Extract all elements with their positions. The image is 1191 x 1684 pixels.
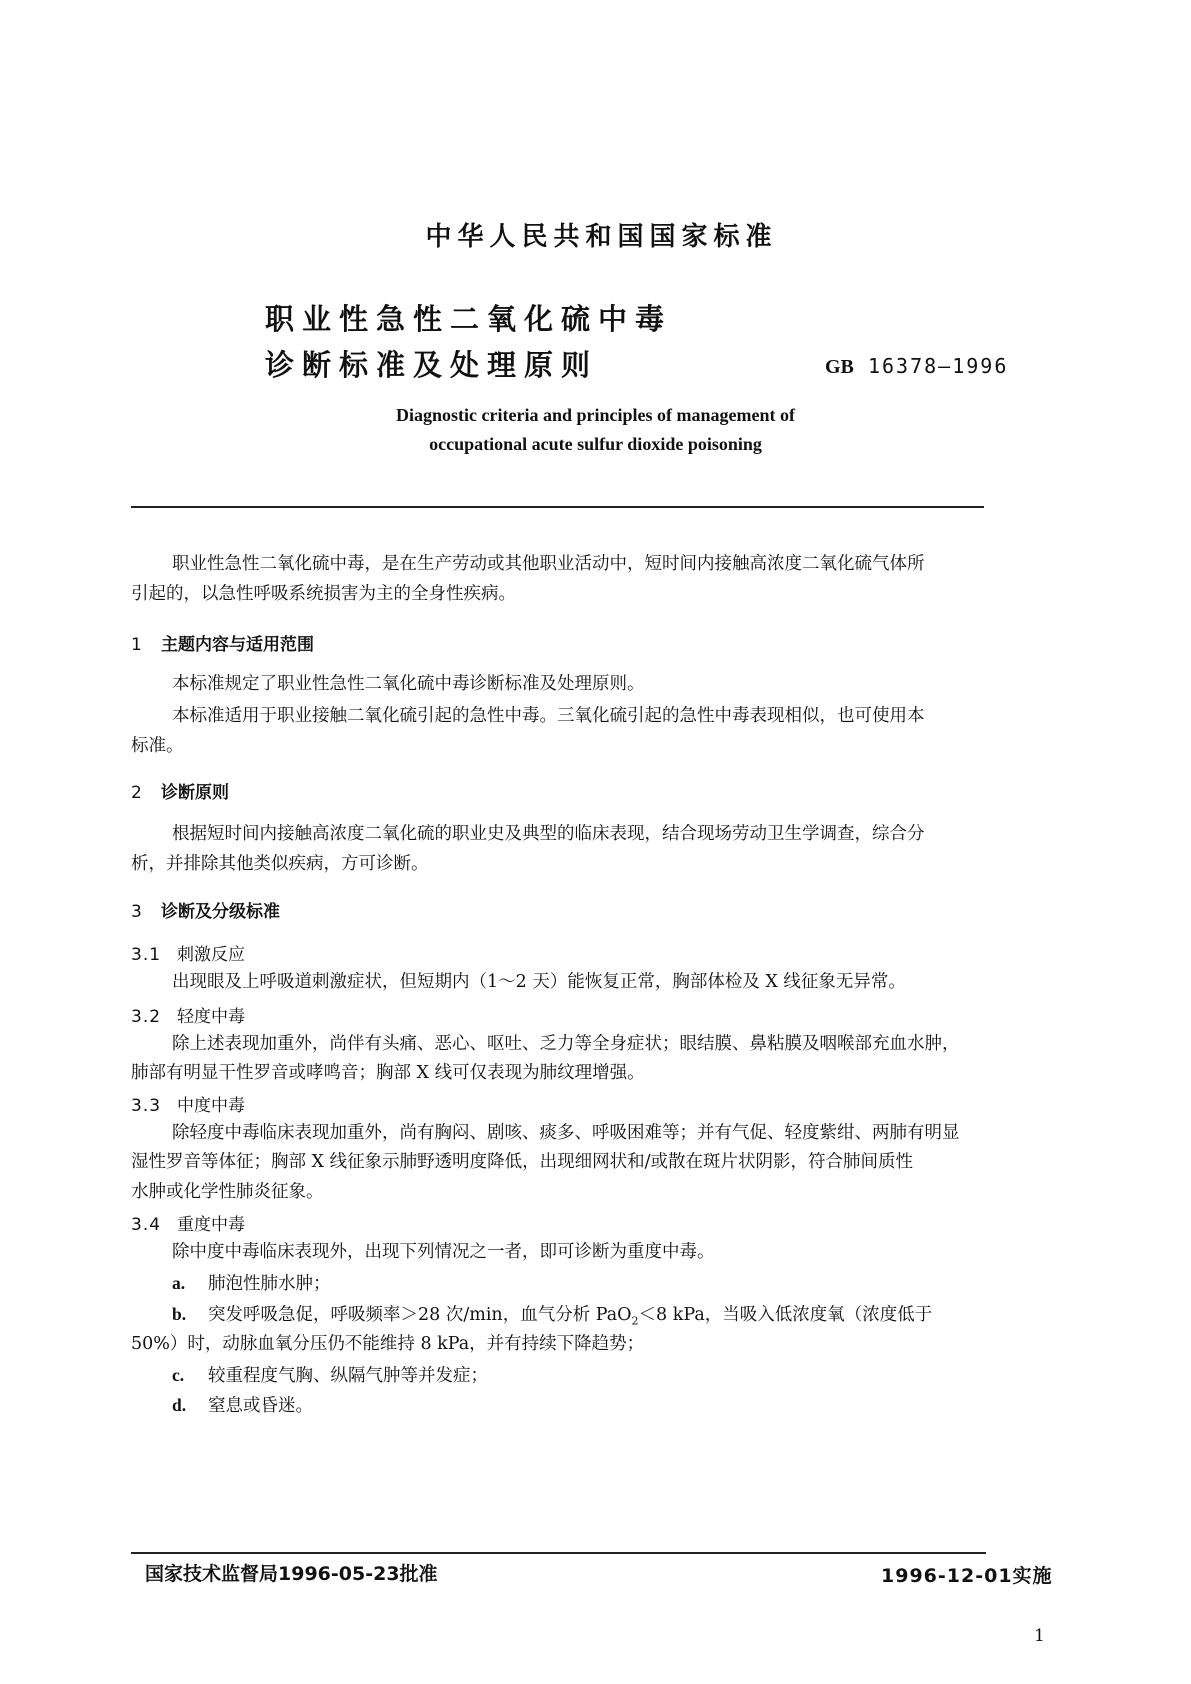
list-item-a [172, 1267, 331, 1300]
subsection-3-3-heading [131, 1091, 245, 1116]
national-standard-heading: 中华人民共和国国家标准 [425, 222, 778, 252]
section1-heading [131, 630, 314, 655]
subsection-3-4-line1: 除中度中毒临床表现外，出现下列情况之一者，即可诊断为重度中毒。 [172, 1242, 715, 1262]
header-divider [131, 506, 984, 508]
subsection-title: 中度中毒 [177, 1096, 245, 1116]
subsection-number: 3.1 [131, 945, 162, 965]
approval-date: 国家技术监督局1996-05-23批准 [145, 1563, 438, 1585]
subsection-title: 刺激反应 [177, 945, 245, 965]
subsection-number: 3.2 [131, 1007, 162, 1027]
title-cn-line2: 诊断标准及处理原则 [265, 348, 599, 382]
subsection-3-3-line3: 水肿或化学性肺炎征象。 [131, 1182, 324, 1202]
list-item-label: c. [172, 1365, 185, 1385]
footer-divider [131, 1552, 986, 1554]
subsection-number: 3.3 [131, 1096, 162, 1116]
list-item-b-line2: 50%）时，动脉血氧分压仍不能维持 8 kPa，并有持续下降趋势； [131, 1334, 645, 1354]
list-item-text: 肺泡性肺水肿； [208, 1274, 331, 1294]
standard-prefix: GB [825, 356, 854, 378]
intro-line1: 职业性急性二氧化硫中毒，是在生产劳动或其他职业活动中，短时间内接触高浓度二氧化硫气体所 [172, 554, 925, 574]
section-number: 2 [131, 783, 142, 803]
section3-heading [131, 897, 280, 922]
subsection-3-3-line1: 除轻度中毒临床表现加重外，尚有胸闷、剧咳、痰多、呼吸困难等；并有气促、轻度紫绀、两肺有明显 [172, 1123, 960, 1143]
subsection-number: 3.4 [131, 1215, 162, 1235]
section2-p1-line2: 析，并排除其他类似疾病，方可诊断。 [131, 854, 429, 874]
section2-p1-line1: 根据短时间内接触高浓度二氧化硫的职业史及典型的临床表现，结合现场劳动卫生学调查，综合分 [172, 824, 925, 844]
list-item-text: 窒息或昏迷。 [208, 1396, 313, 1416]
list-item-label: a. [172, 1273, 186, 1293]
title-en-line2: occupational acute sulfur dioxide poisoning [429, 434, 762, 454]
section-title: 诊断原则 [161, 783, 229, 803]
intro-line2: 引起的，以急性呼吸系统损害为主的全身性疾病。 [131, 584, 516, 604]
subsection-title: 重度中毒 [177, 1215, 245, 1235]
list-item-text-cont: ＜8 kPa，当吸入低浓度氧（浓度低于 [638, 1305, 933, 1325]
list-item-label: d. [172, 1395, 187, 1415]
subsection-title: 轻度中毒 [177, 1007, 245, 1027]
section-title: 诊断及分级标准 [161, 902, 280, 922]
section1-p2-line1: 本标准适用于职业接触二氧化硫引起的急性中毒。三氧化硫引起的急性中毒表现相似，也可使用本 [172, 706, 925, 726]
list-item-text: 较重程度气胸、纵隔气肿等并发症； [208, 1366, 488, 1386]
section1-p2-line2: 标准。 [131, 736, 184, 756]
section-number: 3 [131, 902, 142, 922]
section2-heading [131, 778, 229, 803]
title-cn-line1: 职业性急性二氧化硫中毒 [265, 302, 673, 336]
subsection-3-1-line1: 出现眼及上呼吸道刺激症状，但短期内（1～2 天）能恢复正常，胸部体检及 X 线征象无异常。 [172, 972, 906, 992]
section-number: 1 [131, 635, 142, 655]
subsection-3-2-heading [131, 1002, 245, 1027]
list-item-c [172, 1359, 488, 1392]
subsection-3-2-line1: 除上述表现加重外，尚伴有头痛、恶心、呕吐、乏力等全身症状；眼结膜、鼻粘膜及咽喉部充血水肿， [172, 1034, 960, 1054]
page-number: 1 [1034, 1626, 1045, 1646]
section1-p1: 本标准规定了职业性急性二氧化硫中毒诊断标准及处理原则。 [172, 674, 645, 694]
subsection-3-1-heading [131, 940, 245, 965]
subsection-3-4-heading [131, 1210, 245, 1235]
list-item-text: 突发呼吸急促，呼吸频率＞28 次/min，血气分析 PaO [208, 1305, 632, 1325]
list-item-d [172, 1389, 313, 1422]
subscript: 2 [631, 1314, 639, 1328]
standard-code: 16378—1996 [867, 354, 1009, 378]
subsection-3-3-line2: 湿性罗音等体征；胸部 X 线征象示肺野透明度降低，出现细网状和/或散在斑片状阴影，符合肺间质性 [131, 1152, 913, 1172]
title-en-line1: Diagnostic criteria and principles of management of [396, 405, 795, 425]
implementation-date: 1996-12-01实施 [881, 1565, 1053, 1587]
standard-number [825, 354, 1008, 379]
subsection-3-2-line2: 肺部有明显干性罗音或哮鸣音；胸部 X 线可仅表现为肺纹理增强。 [131, 1063, 645, 1083]
section-title: 主题内容与适用范围 [161, 635, 314, 655]
list-item-label: b. [172, 1304, 187, 1324]
